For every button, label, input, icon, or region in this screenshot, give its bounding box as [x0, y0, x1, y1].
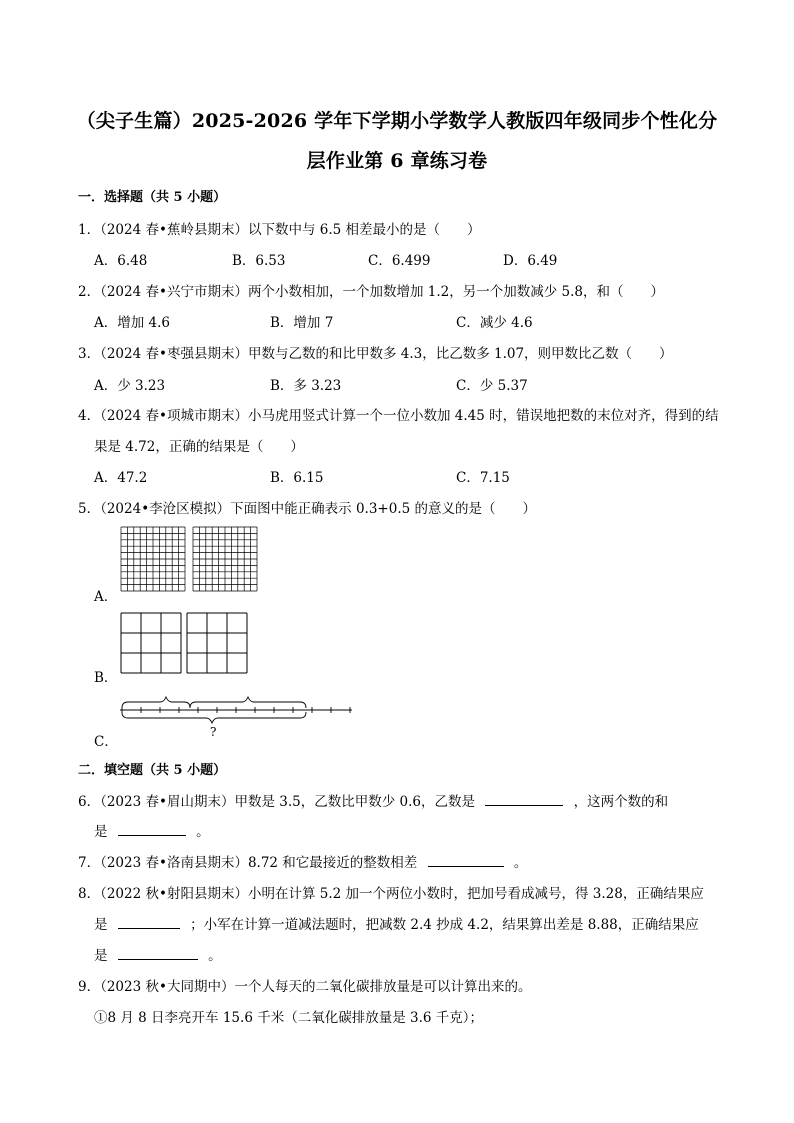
q8-text-4: 是	[94, 948, 108, 964]
q5-figure-b-grids	[120, 612, 250, 676]
q3-option-c: C．少 5.37	[456, 378, 528, 394]
q6-blank-2[interactable]	[118, 821, 186, 836]
question-6-cont	[94, 820, 210, 840]
question-4-stem: 4．（2024 春•项城市期末）小马虎用竖式计算一个一位小数加 4.45 时，错误地把数的末位对齐，得到的结	[78, 408, 719, 424]
q1-option-d: D．6.49	[503, 253, 558, 269]
q5-option-b-label: B．	[94, 670, 118, 686]
q5-option-c-label: C．	[94, 734, 118, 750]
page-title-line2: 层作业第 6 章练习卷	[306, 150, 488, 172]
q2-option-a: A．增加 4.6	[94, 315, 171, 331]
hundred-grid-left	[121, 527, 185, 591]
q5-figure-a-grids	[120, 526, 265, 592]
question-1-stem: 1．（2024 春•蕉岭县期末）以下数中与 6.5 相差最小的是（ ）	[78, 222, 481, 238]
q3-option-a: A．少 3.23	[94, 378, 166, 394]
q6-text-1: 6．（2023 春•眉山期末）甲数是 3.5，乙数比甲数少 0.6，乙数是	[78, 794, 475, 810]
q7-text-1: 7．（2023 春•洛南县期末）8.72 和它最接近的整数相差	[78, 855, 418, 871]
lower-brace	[122, 712, 306, 723]
question-7	[78, 851, 527, 871]
upper-brace-right	[190, 697, 306, 708]
q3-option-b: B．多 3.23	[270, 378, 342, 394]
q7-blank[interactable]	[428, 852, 504, 867]
q5-figure-c-number-line	[118, 690, 358, 730]
question-4-stem-cont: 果是 4.72，正确的结果是（ ）	[94, 439, 304, 455]
question-3-stem: 3．（2024 春•枣强县期末）甲数与乙数的和比甲数多 4.3，比乙数多 1.07，则甲数比乙数（ ）	[78, 346, 673, 362]
q8-blank-1[interactable]	[118, 914, 180, 929]
q6-text-4: 。	[196, 824, 210, 840]
question-8-cont2	[94, 944, 222, 964]
q2-option-c: C．减少 4.6	[456, 315, 533, 331]
nine-grid-right	[187, 613, 247, 673]
section-heading-choice: 一．选择题（共 5 小题）	[78, 190, 227, 205]
q6-blank-1[interactable]	[485, 791, 563, 806]
question-5-stem: 5．（2024•李沧区模拟）下面图中能正确表示 0.3+0.5 的意义的是（ ）	[78, 501, 536, 517]
q5-question-mark: ?	[210, 725, 217, 739]
q8-text-5: 。	[208, 948, 222, 964]
q1-option-c: C．6.499	[368, 253, 431, 269]
q5-option-a-label: A．	[94, 589, 118, 605]
q2-option-b: B．增加 7	[270, 315, 334, 331]
section-heading-fill: 二．填空题（共 5 小题）	[78, 763, 227, 778]
q1-option-b: B．6.53	[232, 253, 286, 269]
upper-brace-left	[122, 697, 190, 708]
q8-text-2: 是	[94, 917, 108, 933]
page-title: （尖子生篇）2025-2026 学年下学期小学数学人教版四年级同步个性化分	[76, 110, 718, 132]
question-8-stem: 8．（2022 秋•射阳县期末）小明在计算 5.2 加一个两位小数时，把加号看成减号，得 3.28，正确结果应	[78, 886, 704, 902]
q6-text-3: 是	[94, 824, 108, 840]
question-2-stem: 2．（2024 春•兴宁市期末）两个小数相加，一个加数增加 1.2，另一个加数减少 5.8，和（ ）	[78, 284, 664, 300]
q1-option-a: A．6.48	[94, 253, 148, 269]
hundred-grid-right	[193, 527, 257, 591]
q8-blank-2[interactable]	[118, 945, 198, 960]
q4-option-a: A．47.2	[94, 470, 148, 486]
q8-text-3: ；小军在计算一道减法题时，把减数 2.4 抄成 4.2，结果算出差是 8.88，正确结果应	[190, 917, 699, 933]
q4-option-c: C．7.15	[456, 470, 510, 486]
question-8-cont	[94, 913, 699, 933]
question-9-item-1: ①8 月 8 日李亮开车 15.6 千米（二氧化碳排放量是 3.6 千克）；	[94, 1010, 483, 1026]
nine-grid-left	[121, 613, 181, 673]
q6-text-2: ，这两个数的和	[573, 794, 669, 810]
question-9-stem: 9．（2023 秋•大同期中）一个人每天的二氧化碳排放量是可以计算出来的。	[78, 979, 532, 995]
question-6	[78, 790, 668, 810]
q4-option-b: B．6.15	[270, 470, 324, 486]
q7-text-2: 。	[513, 855, 528, 871]
